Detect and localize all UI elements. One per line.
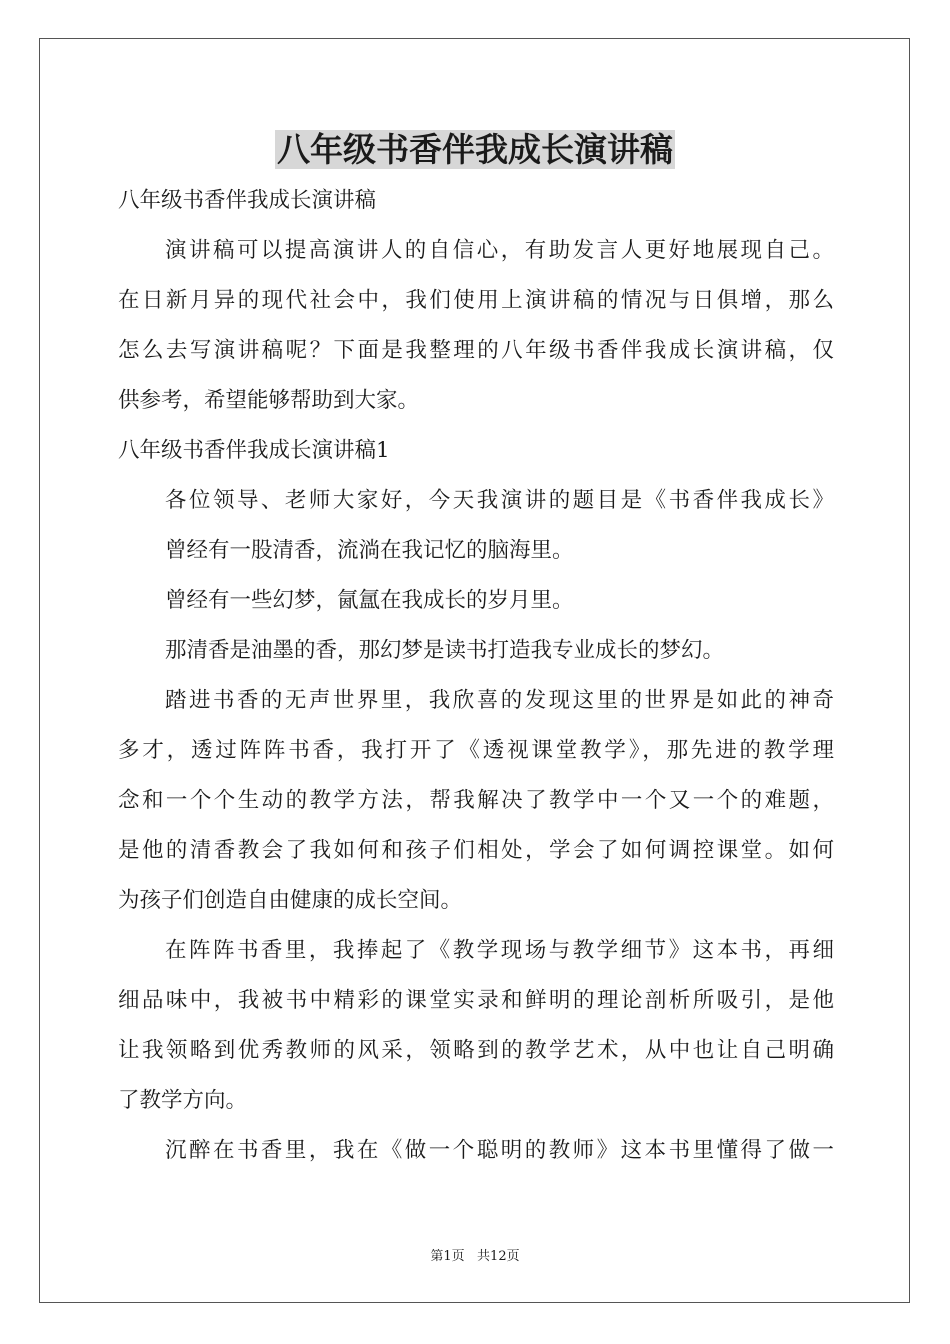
body-line: 念和一个个生动的教学方法，帮我解决了教学中一个又一个的难题， bbox=[118, 788, 834, 813]
body-line: 那清香是油墨的香，那幻梦是读书打造我专业成长的梦幻。 bbox=[165, 638, 725, 663]
body-line: 供参考，希望能够帮助到大家。 bbox=[118, 388, 420, 413]
page-number-footer: 第1页 共12页 bbox=[430, 1249, 520, 1264]
body-line: 多才，透过阵阵书香，我打开了《透视课堂教学》，那先进的教学理 bbox=[118, 738, 834, 763]
body-line: 怎么去写演讲稿呢？下面是我整理的八年级书香伴我成长演讲稿，仅 bbox=[118, 338, 834, 363]
body-line: 在日新月异的现代社会中，我们使用上演讲稿的情况与日俱增，那么 bbox=[118, 288, 834, 313]
document-body bbox=[118, 176, 834, 1176]
title-text: 八年级书香伴我成长演讲稿 bbox=[277, 130, 673, 169]
body-line: 沉醉在书香里，我在《做一个聪明的教师》这本书里懂得了做一 bbox=[165, 1138, 834, 1163]
body-line: 细品味中，我被书中精彩的课堂实录和鲜明的理论剖析所吸引，是他 bbox=[118, 988, 834, 1013]
body-line: 在阵阵书香里，我捧起了《教学现场与教学细节》这本书，再细 bbox=[165, 938, 834, 963]
body-line: 曾经有一股清香，流淌在我记忆的脑海里。 bbox=[165, 538, 574, 563]
body-line: 踏进书香的无声世界里，我欣喜的发现这里的世界是如此的神奇 bbox=[165, 688, 834, 713]
body-line: 是他的清香教会了我如何和孩子们相处，学会了如何调控课堂。如何 bbox=[118, 838, 834, 863]
body-line: 让我领略到优秀教师的风采，领略到的教学艺术，从中也让自己明确 bbox=[118, 1038, 834, 1063]
body-line: 演讲稿可以提高演讲人的自信心，有助发言人更好地展现自己。 bbox=[165, 238, 834, 263]
body-line: 了教学方向。 bbox=[118, 1088, 248, 1113]
subtitle-line: 八年级书香伴我成长演讲稿 bbox=[118, 188, 377, 213]
body-line: 曾经有一些幻梦，氤氲在我成长的岁月里。 bbox=[165, 588, 574, 613]
document-title bbox=[0, 128, 950, 172]
section-heading: 八年级书香伴我成长演讲稿1 bbox=[118, 438, 390, 463]
body-line: 为孩子们创造自由健康的成长空间。 bbox=[118, 888, 463, 913]
body-line: 各位领导、老师大家好，今天我演讲的题目是《书香伴我成长》 bbox=[165, 488, 834, 513]
